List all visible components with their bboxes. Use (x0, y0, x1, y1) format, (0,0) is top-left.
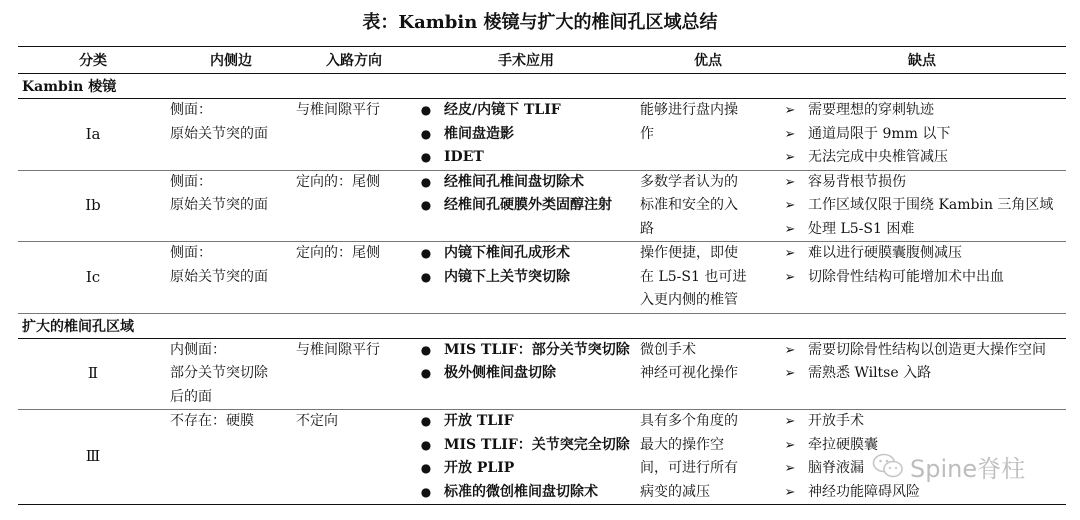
summary-table (18, 46, 1066, 505)
disadvantage-item (778, 123, 1066, 147)
disadvantage-text: 容易背根节损伤 (808, 173, 906, 190)
arrow-icon: ➢ (784, 150, 796, 165)
disadvantage-text: 处理 L5-S1 困难 (808, 220, 915, 237)
advantages-cell (638, 338, 778, 410)
bullet-icon: ● (420, 269, 432, 284)
arrow-icon: ➢ (784, 174, 796, 190)
advantage-line: 病变的减压 (640, 483, 710, 500)
application-text: 内镜下椎间孔成形术 (444, 245, 570, 261)
arrow-icon: ➢ (784, 342, 796, 358)
advantage-line: 多数学者认为的 (640, 173, 738, 190)
arrow-icon: ➢ (784, 484, 796, 500)
advantage-line: 神经可视化操作 (640, 365, 738, 381)
header-disadvantages: 缺点 (778, 47, 1066, 74)
application-text: 标准的微创椎间盘切除术 (444, 483, 598, 500)
medial-line: 侧面： (170, 245, 212, 261)
advantage-line: 入更内侧的椎管 (640, 292, 738, 308)
category-cell: Ⅰa (18, 99, 168, 171)
application-text: 极外侧椎间盘切除 (444, 365, 556, 381)
arrow-icon: ➢ (784, 414, 796, 429)
medial-cell (168, 170, 294, 242)
disadvantage-item (778, 218, 1066, 242)
header-medial: 内侧边 (168, 47, 294, 74)
disadvantage-item (778, 266, 1066, 290)
advantage-line: 操作便捷，即使 (640, 245, 738, 261)
medial-line: 原始关节突的面 (170, 268, 268, 285)
application-text: 经皮/内镜下 TLIF (444, 102, 561, 118)
advantage-line: 能够进行盘内操 (640, 102, 738, 118)
applications-list (414, 242, 638, 289)
bullet-icon: ● (420, 414, 432, 428)
table-row (18, 170, 1066, 242)
medial-line: 原始关节突的面 (170, 125, 268, 142)
applications-list (414, 99, 638, 170)
advantage-line: 间，可进行所有 (640, 460, 738, 476)
arrow-icon: ➢ (784, 198, 796, 213)
medial-cell (168, 99, 294, 171)
category-cell: Ⅰc (18, 242, 168, 314)
table-row (18, 338, 1066, 410)
disadvantage-item (778, 194, 1066, 218)
bullet-icon: ● (420, 342, 432, 357)
category-cell: Ⅰb (18, 170, 168, 242)
bullet-icon: ● (420, 484, 432, 499)
medial-line: 后的面 (170, 388, 212, 405)
arrow-icon: ➢ (784, 246, 796, 261)
application-item (414, 194, 638, 218)
disadvantage-item (778, 146, 1066, 170)
disadvantage-text: 难以进行硬膜囊腹侧减压 (808, 245, 962, 261)
table-title: 表：Kambin 棱镜与扩大的椎间孔区域总结 (362, 12, 718, 33)
disadvantage-text: 牵拉硬膜囊 (808, 436, 878, 453)
applications-list (414, 339, 638, 386)
direction-cell: 与椎间隙平行 (294, 99, 414, 171)
application-item (414, 242, 638, 266)
application-item (414, 362, 638, 386)
medial-line: 不存在：硬膜 (170, 413, 254, 429)
bullet-icon: ● (420, 150, 432, 164)
disadvantage-item (778, 242, 1066, 266)
arrow-icon: ➢ (784, 221, 796, 237)
bullet-icon: ● (420, 437, 432, 452)
watermark-text: Spine脊柱 (910, 454, 1026, 483)
arrow-icon: ➢ (784, 461, 796, 476)
applications-list (414, 171, 638, 218)
bullet-icon: ● (420, 103, 432, 117)
table-header-row (18, 47, 1066, 74)
medial-line: 内侧面： (170, 341, 226, 358)
disadvantage-text: 切除骨性结构可能增加术中出血 (808, 268, 1004, 285)
advantage-line: 微创手术 (640, 341, 696, 358)
application-text: 开放 PLIP (444, 460, 515, 476)
disadvantages-list (778, 171, 1066, 242)
disadvantage-text: 需要理想的穿刺轨迹 (808, 102, 934, 118)
medial-cell (168, 242, 294, 314)
disadvantages-list (778, 242, 1066, 289)
application-text: MIS TLIF：关节突完全切除 (444, 436, 630, 453)
advantages-cell (638, 170, 778, 242)
disadvantage-item (778, 171, 1066, 195)
bullet-icon: ● (420, 174, 432, 189)
advantages-cell (638, 99, 778, 171)
disadvantage-item (778, 362, 1066, 386)
application-item (414, 171, 638, 195)
group-row (18, 313, 1066, 338)
header-advantages: 优点 (638, 47, 778, 74)
header-category: 分类 (18, 47, 168, 74)
direction-cell: 与椎间隙平行 (294, 338, 414, 410)
application-item (414, 434, 638, 458)
applications-cell (414, 410, 638, 505)
category-cell: Ⅱ (18, 338, 168, 410)
disadvantage-text: 通道局限于 9mm 以下 (808, 125, 951, 142)
advantage-line: 作 (640, 125, 654, 142)
applications-list (414, 410, 638, 504)
advantages-cell (638, 410, 778, 505)
arrow-icon: ➢ (784, 437, 796, 453)
medial-cell (168, 410, 294, 505)
arrow-icon: ➢ (784, 126, 796, 142)
medial-line: 部分关节突切除 (170, 365, 268, 381)
medial-cell (168, 338, 294, 410)
table-row (18, 99, 1066, 171)
advantage-line: 最大的操作空 (640, 436, 724, 453)
arrow-icon: ➢ (784, 366, 796, 381)
bullet-icon: ● (420, 126, 432, 141)
direction-cell: 不定向 (294, 410, 414, 505)
disadvantages-list (778, 99, 1066, 170)
group-row (18, 74, 1066, 99)
application-text: 椎间盘造影 (444, 125, 514, 142)
application-item (414, 99, 638, 123)
advantage-line: 标准和安全的入 (640, 197, 738, 213)
group-label: Kambin 棱镜 (18, 74, 1066, 99)
direction-cell: 定向的：尾侧 (294, 170, 414, 242)
applications-cell (414, 99, 638, 171)
advantage-line: 在 L5-S1 也可进 (640, 268, 747, 285)
table-body (18, 74, 1066, 505)
disadvantage-text: 神经功能障碍风险 (808, 483, 920, 500)
application-text: 开放 TLIF (444, 413, 514, 429)
disadvantages-cell (778, 338, 1066, 410)
header-direction: 入路方向 (294, 47, 414, 74)
disadvantages-cell (778, 99, 1066, 171)
advantage-line: 路 (640, 220, 654, 237)
application-item (414, 481, 638, 505)
disadvantage-text: 脑脊液漏 (808, 460, 864, 476)
bullet-icon: ● (420, 461, 432, 475)
disadvantages-list (778, 339, 1066, 386)
application-item (414, 410, 638, 434)
medial-line: 侧面： (170, 102, 212, 118)
application-item (414, 339, 638, 363)
disadvantage-text: 开放手术 (808, 413, 864, 429)
disadvantage-item (778, 339, 1066, 363)
disadvantage-text: 需熟悉 Wiltse 入路 (808, 365, 932, 381)
disadvantage-item (778, 410, 1066, 434)
disadvantages-cell (778, 242, 1066, 314)
application-item (414, 123, 638, 147)
medial-line: 侧面： (170, 173, 212, 190)
medial-line: 原始关节突的面 (170, 197, 268, 213)
application-text: MIS TLIF：部分关节突切除 (444, 341, 630, 358)
applications-cell (414, 242, 638, 314)
disadvantage-text: 需要切除骨性结构以创造更大操作空间 (808, 341, 1046, 358)
application-item (414, 457, 638, 481)
group-label: 扩大的椎间孔区域 (18, 313, 1066, 338)
bullet-icon: ● (420, 198, 432, 212)
advantage-line: 具有多个角度的 (640, 413, 738, 429)
application-item (414, 146, 638, 170)
bullet-icon: ● (420, 246, 432, 260)
application-text: IDET (444, 149, 484, 165)
wechat-icon (872, 452, 904, 480)
table-row (18, 242, 1066, 314)
application-text: 内镜下上关节突切除 (444, 268, 570, 285)
applications-cell (414, 170, 638, 242)
application-text: 经椎间孔椎间盘切除术 (444, 173, 584, 190)
disadvantage-text: 无法完成中央椎管减压 (808, 149, 948, 165)
bullet-icon: ● (420, 366, 432, 380)
header-applications: 手术应用 (414, 47, 638, 74)
disadvantage-text: 工作区域仅限于围绕 Kambin 三角区域 (808, 197, 1054, 213)
disadvantages-cell (778, 170, 1066, 242)
applications-cell (414, 338, 638, 410)
direction-cell: 定向的：尾侧 (294, 242, 414, 314)
application-item (414, 266, 638, 290)
arrow-icon: ➢ (784, 103, 796, 118)
disadvantage-item (778, 99, 1066, 123)
advantages-cell (638, 242, 778, 314)
arrow-icon: ➢ (784, 269, 796, 285)
category-cell: Ⅲ (18, 410, 168, 505)
application-text: 经椎间孔硬膜外类固醇注射 (444, 197, 612, 213)
watermark (872, 446, 1025, 486)
